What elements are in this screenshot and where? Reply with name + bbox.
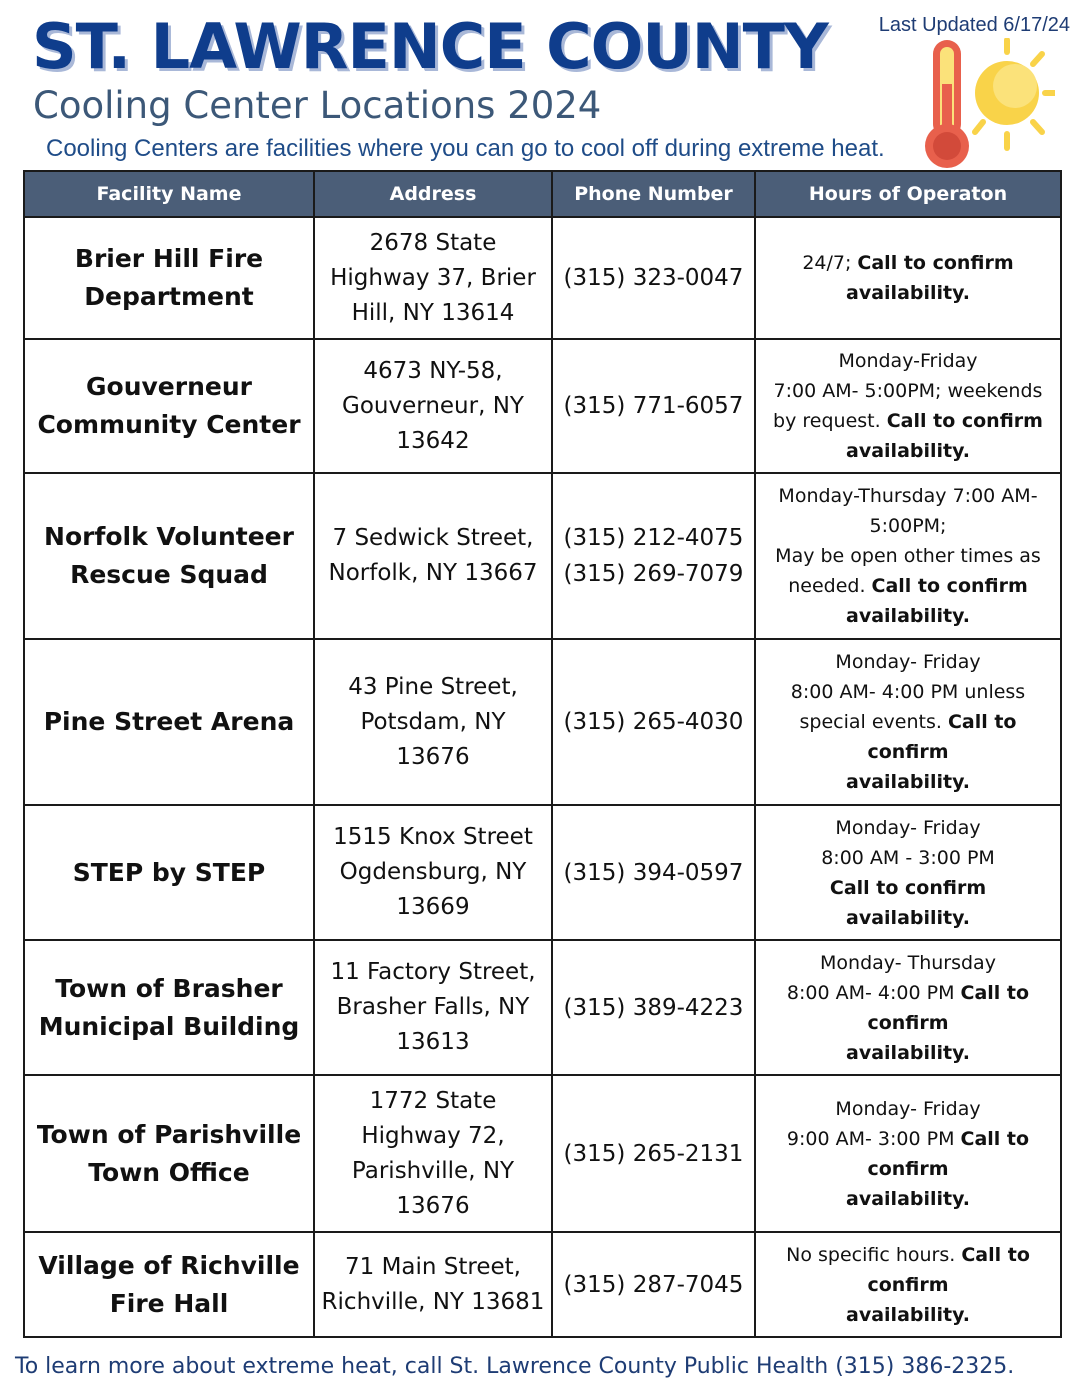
header-facility-name: Facility Name — [24, 171, 314, 217]
cell-line: Ogdensburg, NY — [339, 859, 527, 885]
facility-hours — [755, 339, 1061, 473]
cell-line: Gouverneur — [86, 372, 252, 401]
facility-phone — [552, 339, 755, 473]
confirm-note: availability. — [846, 1041, 970, 1064]
confirm-note: confirm — [867, 1273, 949, 1296]
table-row — [24, 217, 1061, 339]
hours-text: special events. — [799, 711, 948, 733]
hours-text: Monday-Friday — [838, 350, 978, 372]
hours-text: 8:00 AM - 3:00 PM — [821, 846, 995, 869]
cell-line: Highway 72, — [361, 1122, 505, 1149]
cell-line: Potsdam, NY — [360, 708, 506, 735]
facility-name — [24, 805, 314, 940]
cell-line: Town Office — [88, 1157, 250, 1187]
facility-hours — [755, 1232, 1061, 1337]
hours-text: 7:00 AM- 5:00PM; weekends — [773, 380, 1043, 402]
hours-text: 5:00PM; — [869, 515, 947, 537]
cell-line: Brier Hill Fire — [74, 244, 264, 273]
cell-line: Parishville, NY — [351, 1157, 515, 1184]
facility-address — [314, 339, 552, 473]
cell-line: Richville, NY 13681 — [321, 1288, 545, 1315]
confirm-note: availability. — [846, 440, 970, 462]
cell-line: Pine Street Arena — [43, 707, 295, 736]
confirm-note: availability. — [846, 906, 970, 929]
table-row — [24, 805, 1061, 940]
hours-text: 9:00 AM- 3:00 PM — [786, 1127, 961, 1150]
hours-text: 8:00 AM- 4:00 PM — [786, 981, 961, 1004]
cell-line: 13642 — [396, 427, 470, 454]
table-row — [24, 940, 1061, 1075]
confirm-note: Call to confirm — [871, 575, 1028, 597]
hours-text: Monday- Friday — [835, 816, 981, 839]
confirm-note: Call to — [947, 711, 1017, 733]
cell-line: Norfolk, NY 13667 — [328, 560, 538, 586]
facility-hours — [755, 217, 1061, 339]
cell-line: 4673 NY-58, — [363, 357, 503, 384]
facility-name — [24, 940, 314, 1075]
cell-line: Highway 37, Brier — [330, 264, 536, 291]
facility-hours — [755, 639, 1061, 805]
facility-address — [314, 639, 552, 805]
confirm-note: Call to confirm — [886, 410, 1043, 432]
facility-phone — [552, 473, 755, 639]
page-title: ST. LAWRENCE COUNTY — [32, 10, 828, 83]
hours-text: May be open other times as — [775, 545, 1041, 567]
cell-line: 1772 State — [369, 1087, 497, 1114]
confirm-note: Call to — [960, 981, 1030, 1004]
facility-name — [24, 1232, 314, 1337]
facility-name — [24, 473, 314, 639]
hours-text: needed. — [788, 575, 872, 597]
confirm-note: availability. — [846, 1303, 970, 1326]
cell-line: Norfolk Volunteer — [44, 522, 294, 551]
facility-address — [314, 805, 552, 940]
table-header-row — [24, 171, 1061, 217]
facility-address — [314, 940, 552, 1075]
footer-note: To learn more about extreme heat, call St. Lawrence County Public Health (315) 386-2325. — [15, 1354, 1015, 1379]
facility-phone — [552, 639, 755, 805]
facility-hours — [755, 940, 1061, 1075]
hours-text: 8:00 AM- 4:00 PM unless — [790, 681, 1026, 703]
cell-line: Town of Brasher — [55, 973, 283, 1003]
table-row — [24, 339, 1061, 473]
cell-line: Department — [84, 282, 254, 311]
header-hours: Hours of Operaton — [755, 171, 1061, 217]
thermometer-icon — [925, 40, 969, 168]
confirm-note: availability. — [846, 771, 970, 793]
confirm-note: confirm — [867, 741, 949, 763]
cell-line: 13669 — [396, 894, 470, 920]
confirm-note: Call to — [960, 1127, 1030, 1150]
facility-name — [24, 1075, 314, 1232]
confirm-note: availability. — [846, 605, 970, 627]
cell-line: Town of Parishville — [36, 1119, 302, 1149]
facility-hours — [755, 1075, 1061, 1232]
confirm-note: Call to — [961, 1243, 1030, 1266]
cell-line: STEP by STEP — [72, 857, 266, 887]
cell-line: (315) 265-4030 — [563, 709, 744, 735]
hours-text: Monday- Thursday — [820, 951, 996, 974]
confirm-note: Call to confirm — [829, 876, 987, 899]
facility-address — [314, 473, 552, 639]
confirm-note: Call to confirm — [857, 252, 1014, 274]
cell-line: Gouverneur, NY — [342, 392, 524, 419]
facility-phone — [552, 940, 755, 1075]
cell-line: (315) 323-0047 — [563, 265, 744, 291]
facility-name — [24, 217, 314, 339]
hours-text: by request. — [773, 410, 887, 432]
cell-line: Village of Richville — [38, 1250, 300, 1280]
confirm-note: availability. — [846, 282, 970, 304]
cell-line: 71 Main Street, — [345, 1253, 521, 1280]
page-subtitle: Cooling Center Locations 2024 — [33, 84, 602, 127]
cell-line: 11 Factory Street, — [330, 959, 536, 985]
cell-line: Municipal Building — [38, 1011, 300, 1041]
facility-phone — [552, 805, 755, 940]
header-address: Address — [314, 171, 552, 217]
cell-line: Brasher Falls, NY — [336, 994, 530, 1020]
facility-name — [24, 639, 314, 805]
last-updated: Last Updated 6/17/24 — [878, 14, 1070, 36]
confirm-note: availability. — [846, 1187, 970, 1210]
hours-text: 24/7; — [802, 252, 858, 274]
cell-line: 13676 — [396, 743, 470, 770]
hours-text: Monday- Friday — [835, 1097, 981, 1120]
cell-line: (315) 389-4223 — [563, 994, 744, 1021]
table-row — [24, 473, 1061, 639]
table-row — [24, 1232, 1061, 1337]
cell-line: Community Center — [37, 410, 301, 439]
page-tagline: Cooling Centers are facilities where you can go to cool off during extreme heat. — [46, 135, 885, 162]
hours-text: Monday-Thursday 7:00 AM- — [778, 485, 1038, 507]
cell-line: Rescue Squad — [70, 560, 268, 589]
sun-thermometer-icon — [915, 38, 1055, 170]
cell-line: (315) 265-2131 — [563, 1140, 744, 1167]
facility-phone — [552, 217, 755, 339]
cell-line: (315) 269-7079 — [563, 561, 744, 587]
cell-line: 13613 — [396, 1029, 470, 1055]
facility-name — [24, 339, 314, 473]
cell-line: (315) 771-6057 — [563, 393, 744, 419]
table-row — [24, 639, 1061, 805]
table-row — [24, 1075, 1061, 1232]
confirm-note: confirm — [867, 1011, 949, 1034]
facility-address — [314, 217, 552, 339]
cell-line: 7 Sedwick Street, — [332, 525, 534, 551]
hours-text: Monday- Friday — [835, 651, 981, 673]
facility-address — [314, 1075, 552, 1232]
facility-phone — [552, 1232, 755, 1337]
confirm-note: confirm — [867, 1157, 949, 1180]
cell-line: Fire Hall — [109, 1288, 229, 1318]
cooling-centers-table — [23, 170, 1062, 1338]
cell-line: (315) 394-0597 — [563, 859, 744, 886]
hours-text: No specific hours. — [786, 1243, 962, 1266]
facility-hours — [755, 805, 1061, 940]
facility-hours — [755, 473, 1061, 639]
cell-line: 2678 State — [369, 229, 497, 256]
cell-line: (315) 287-7045 — [563, 1271, 744, 1298]
sun-icon — [975, 40, 1055, 148]
cell-line: 1515 Knox Street — [333, 824, 533, 850]
cell-line: Hill, NY 13614 — [351, 299, 515, 326]
facility-phone — [552, 1075, 755, 1232]
cell-line: 43 Pine Street, — [348, 673, 518, 700]
cell-line: (315) 212-4075 — [563, 525, 744, 551]
header-phone-number: Phone Number — [552, 171, 755, 217]
cell-line: 13676 — [396, 1192, 470, 1219]
facility-address — [314, 1232, 552, 1337]
